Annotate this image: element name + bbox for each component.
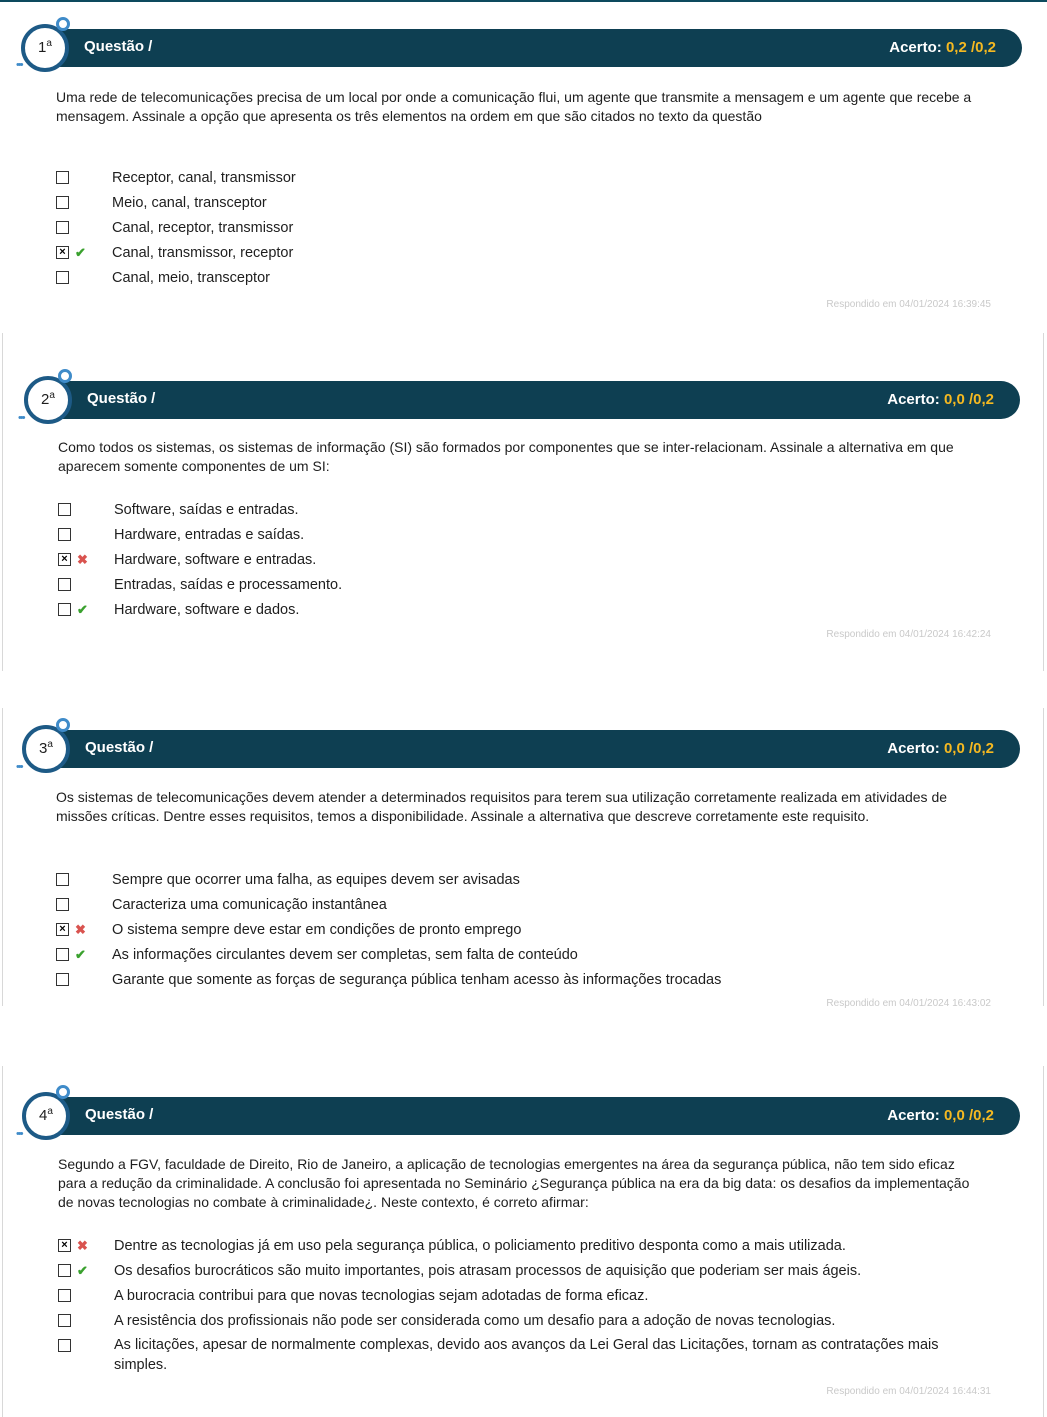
question-number-badge: 2$^a$ bbox=[24, 376, 72, 424]
checkbox[interactable] bbox=[56, 898, 69, 911]
answer-option-selected[interactable]: × ✖ Hardware, software e entradas. bbox=[58, 549, 988, 571]
answer-option-selected[interactable]: × ✖ O sistema sempre deve estar em condições de pronto emprego bbox=[56, 919, 996, 941]
checkbox[interactable] bbox=[56, 271, 69, 284]
answer-option-correct[interactable]: ✔ Os desafios burocráticos são muito importantes, pois atrasam processos de aquisição que poderiam ser mais ágeis. bbox=[58, 1260, 998, 1282]
checkbox[interactable] bbox=[58, 1289, 71, 1302]
answer-option[interactable]: As licitações, apesar de normalmente complexas, devido aos avanços da Lei Geral das Licitações, tornam as contratações mais simples. bbox=[58, 1335, 998, 1377]
answer-option[interactable]: Entradas, saídas e processamento. bbox=[58, 574, 988, 596]
answer-option[interactable]: Caracteriza uma comunicação instantânea bbox=[56, 894, 996, 916]
answer-option-correct[interactable]: ✔ Hardware, software e dados. bbox=[58, 599, 988, 621]
checkbox[interactable] bbox=[58, 1339, 71, 1352]
x-box-icon[interactable]: × bbox=[56, 923, 69, 936]
answer-option[interactable]: A burocracia contribui para que novas tecnologias sejam adotadas de forma eficaz. bbox=[58, 1285, 998, 1307]
question-4 bbox=[0, 1066, 1047, 1417]
question-stem: Os sistemas de telecomunicações devem atender a determinados requisitos para terem sua utilização corretamente realizada em atividades de missões críticas. Dentre esses requisitos, temos a disponibilidade. Assinale a alternativa que descreve corretamente este requisito. bbox=[56, 789, 948, 824]
check-icon: ✔ bbox=[75, 947, 86, 962]
answer-option-selected[interactable]: × ✖ Dentre as tecnologias já em uso pela segurança pública, o policiamento preditivo desponta como a mais utilizada. bbox=[58, 1235, 998, 1257]
cross-icon: ✖ bbox=[75, 922, 86, 937]
question-number-badge: 1$^a$ bbox=[21, 24, 69, 72]
question-title: Questão / bbox=[85, 739, 154, 756]
checkbox[interactable] bbox=[56, 196, 69, 209]
question-stem: Uma rede de telecomunicações precisa de um local por onde a comunicação flui, um agente que transmite a mensagem e um agente que recebe a mensagem. Assinale a opção que apresenta os três elementos na ordem em que são citados no texto da questão bbox=[56, 89, 972, 124]
checkbox[interactable] bbox=[58, 578, 71, 591]
badge-dots-decoration: ••• bbox=[16, 59, 22, 71]
answer-option[interactable]: Hardware, entradas e saídas. bbox=[58, 524, 988, 546]
answer-option[interactable]: Canal, meio, transceptor bbox=[56, 267, 986, 289]
answer-option[interactable]: Meio, canal, transceptor bbox=[56, 192, 986, 214]
question-3 bbox=[0, 708, 1047, 1009]
checkbox[interactable] bbox=[58, 503, 71, 516]
answer-option[interactable]: Software, saídas e entradas. bbox=[58, 499, 988, 521]
cross-icon: ✖ bbox=[77, 552, 88, 567]
answer-option[interactable]: Canal, receptor, transmissor bbox=[56, 217, 986, 239]
left-border bbox=[2, 708, 3, 1006]
answer-option[interactable]: Garante que somente as forças de segurança pública tenham acesso às informações trocadas bbox=[56, 969, 996, 991]
right-border bbox=[1043, 333, 1044, 671]
question-score: Acerto: 0,0 /0,2 bbox=[887, 1107, 994, 1124]
answer-option[interactable]: Receptor, canal, transmissor bbox=[56, 167, 986, 189]
answered-timestamp: Respondido em 04/01/2024 16:42:24 bbox=[826, 629, 991, 640]
check-icon: ✔ bbox=[75, 245, 86, 260]
question-score: Acerto: 0,2 /0,2 bbox=[889, 39, 996, 56]
question-number-badge: 3$^a$ bbox=[22, 725, 70, 773]
badge-knob-decoration bbox=[56, 718, 70, 732]
checkbox[interactable] bbox=[56, 973, 69, 986]
cross-icon: ✖ bbox=[77, 1238, 88, 1253]
question-title: Questão / bbox=[85, 1106, 154, 1123]
question-title: Questão / bbox=[84, 38, 153, 55]
badge-dots-decoration: ••• bbox=[16, 761, 22, 773]
checkbox[interactable] bbox=[56, 948, 69, 961]
question-title: Questão / bbox=[87, 390, 156, 407]
badge-knob-decoration bbox=[56, 1085, 70, 1099]
answered-timestamp: Respondido em 04/01/2024 16:43:02 bbox=[826, 998, 991, 1009]
answer-option[interactable]: A resistência dos profissionais não pode ser considerada como um desafio para a adoção de novas tecnologias. bbox=[58, 1310, 998, 1332]
checkbox[interactable] bbox=[58, 528, 71, 541]
badge-dots-decoration: ••• bbox=[16, 1128, 22, 1140]
question-stem: Como todos os sistemas, os sistemas de informação (SI) são formados por componentes que se inter-relacionam. Assinale a alternativa em que aparecem somente componentes de um SI: bbox=[58, 439, 954, 474]
question-2 bbox=[0, 333, 1047, 671]
x-box-icon[interactable]: × bbox=[58, 553, 71, 566]
check-icon: ✔ bbox=[77, 602, 88, 617]
badge-knob-decoration bbox=[58, 369, 72, 383]
answered-timestamp: Respondido em 04/01/2024 16:44:31 bbox=[826, 1386, 991, 1397]
question-stem: Segundo a FGV, faculdade de Direito, Rio de Janeiro, a aplicação de tecnologias emergentes na área da segurança pública, não tem sido eficaz para a redução da criminalidade. A conclusão foi apresentada no Seminário ¿Segurança pública na era da big data: os desafios da implementação de novas tecnologias no combate à criminalidade¿. Neste contexto, é correto afirmar: bbox=[58, 1156, 970, 1210]
question-score: Acerto: 0,0 /0,2 bbox=[887, 391, 994, 408]
checkbox[interactable] bbox=[58, 1314, 71, 1327]
badge-knob-decoration bbox=[56, 17, 70, 31]
x-box-icon[interactable]: × bbox=[56, 246, 69, 259]
question-header-bar bbox=[57, 1097, 1020, 1135]
checkbox[interactable] bbox=[58, 1264, 71, 1277]
checkbox[interactable] bbox=[56, 873, 69, 886]
right-border bbox=[1043, 708, 1044, 1006]
question-header-bar bbox=[56, 29, 1022, 67]
question-header-bar bbox=[57, 730, 1020, 768]
left-border bbox=[2, 1066, 3, 1417]
answer-option-correct[interactable]: ✔ As informações circulantes devem ser completas, sem falta de conteúdo bbox=[56, 944, 996, 966]
answer-option-selected[interactable]: × ✔ Canal, transmissor, receptor bbox=[56, 242, 986, 264]
question-score: Acerto: 0,0 /0,2 bbox=[887, 740, 994, 757]
x-box-icon[interactable]: × bbox=[58, 1239, 71, 1252]
question-header-bar bbox=[59, 381, 1020, 419]
question-1 bbox=[0, 0, 1047, 330]
check-icon: ✔ bbox=[77, 1263, 88, 1278]
answered-timestamp: Respondido em 04/01/2024 16:39:45 bbox=[826, 299, 991, 310]
badge-dots-decoration: ••• bbox=[18, 412, 24, 424]
answer-option[interactable]: Sempre que ocorrer uma falha, as equipes devem ser avisadas bbox=[56, 869, 996, 891]
right-border bbox=[1043, 1066, 1044, 1417]
checkbox[interactable] bbox=[56, 221, 69, 234]
left-border bbox=[2, 333, 3, 671]
checkbox[interactable] bbox=[56, 171, 69, 184]
checkbox[interactable] bbox=[58, 603, 71, 616]
question-number-badge: 4$^a$ bbox=[22, 1092, 70, 1140]
